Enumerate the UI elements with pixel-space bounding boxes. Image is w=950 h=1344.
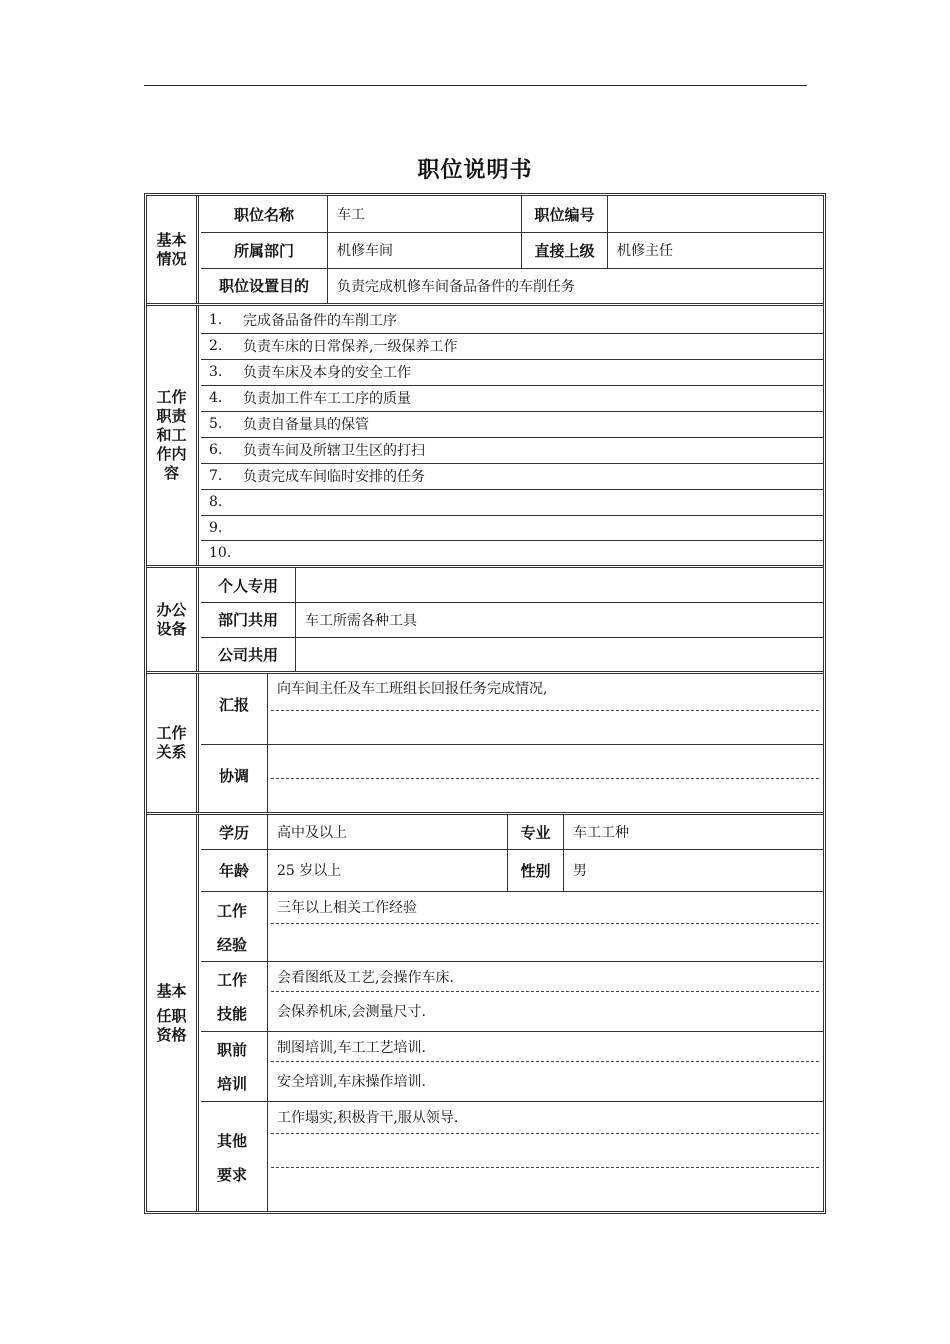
duty-item: 4. 负责加工件车工工序的质量 <box>209 390 411 407</box>
position-code-value <box>608 196 823 232</box>
duty-item: 8. <box>209 494 223 510</box>
skills-value: 会保养机床,会测量尺寸. <box>277 1004 426 1020</box>
skills-label: 技能 <box>217 1005 248 1023</box>
skills-value: 会看图纸及工艺,会操作车床. <box>277 970 454 986</box>
header-rule <box>144 85 807 86</box>
supervisor-value: 机修主任 <box>617 243 673 259</box>
personal-equipment-value <box>296 568 823 602</box>
equipment-section-label: 办公 设备 <box>147 568 199 671</box>
training-value: 安全培训,车床操作培训. <box>277 1074 426 1090</box>
coordinate-label: 协调 <box>219 767 250 785</box>
major-label: 专业 <box>520 823 551 842</box>
gender-value: 男 <box>573 863 587 879</box>
dashed-line <box>271 1061 819 1062</box>
other-requirements-label: 其他 <box>217 1132 248 1150</box>
basic-info-section-label: 基本 情况 <box>147 196 199 303</box>
report-label: 汇报 <box>219 696 250 714</box>
document-title: 职位说明书 <box>417 158 533 183</box>
row-divider <box>201 1101 823 1102</box>
relations-section <box>147 674 823 815</box>
training-value: 制图培训,车工工艺培训. <box>277 1040 426 1056</box>
row-divider <box>201 744 823 745</box>
supervisor-label: 直接上级 <box>534 241 595 260</box>
personal-equipment-label: 个人专用 <box>217 576 278 595</box>
relations-section-label: 工作 关系 <box>147 674 199 812</box>
department-equipment-label: 部门共用 <box>217 611 278 629</box>
purpose-value: 负责完成机修车间备品备件的车削任务 <box>337 278 575 295</box>
duty-item: 3. 负责车床及本身的安全工作 <box>209 364 411 381</box>
duty-item: 7. 负责完成车间临时安排的任务 <box>209 468 425 485</box>
duties-section-label: 工作 职责 和工 作内 容 <box>147 306 199 565</box>
duty-item: 1. 完成备品备件的车削工序 <box>209 311 397 329</box>
position-name-value: 车工 <box>337 207 365 223</box>
report-value: 向车间主任及车工班组长回报任务完成情况, <box>277 681 548 697</box>
dashed-line <box>271 991 819 992</box>
duty-item: 2. 负责车床的日常保养,一级保养工作 <box>209 338 458 355</box>
dashed-line <box>271 923 819 924</box>
experience-label: 经验 <box>217 936 248 954</box>
dashed-line <box>271 1167 819 1168</box>
training-label: 职前 <box>217 1041 248 1059</box>
row-divider <box>201 1031 823 1032</box>
education-label: 学历 <box>218 823 249 842</box>
department-label: 所属部门 <box>233 241 294 260</box>
duties-section <box>147 306 823 568</box>
company-equipment-value <box>296 637 823 671</box>
duty-item: 9. <box>209 519 223 536</box>
training-label: 培训 <box>217 1075 248 1093</box>
major-value: 车工工种 <box>573 825 629 841</box>
position-code-label: 职位编号 <box>534 205 595 224</box>
row-divider <box>201 961 823 962</box>
age-value: 25 岁以上 <box>277 863 342 879</box>
job-description-form <box>144 193 826 1214</box>
purpose-label: 职位设置目的 <box>218 277 309 295</box>
equipment-section <box>147 568 823 674</box>
position-name-label: 职位名称 <box>233 205 294 224</box>
dashed-line <box>271 778 819 779</box>
department-value: 机修车间 <box>337 243 393 259</box>
qualifications-section-label: 基本 任职 资格 <box>147 815 199 1211</box>
qualifications-section <box>147 815 823 1211</box>
skills-label: 工作 <box>217 971 248 989</box>
company-equipment-label: 公司共用 <box>217 645 278 664</box>
experience-label: 工作 <box>217 902 248 920</box>
dashed-line <box>271 1133 819 1134</box>
department-equipment-value: 车工所需各种工具 <box>305 612 417 629</box>
duty-item: 5. 负责自备量具的保管 <box>209 416 369 433</box>
other-requirements-value: 工作塌实,积极肯干,服从领导. <box>277 1110 459 1126</box>
duty-item: 6. 负责车间及所辖卫生区的打扫 <box>209 442 425 459</box>
other-requirements-label: 要求 <box>217 1166 248 1184</box>
gender-label: 性别 <box>520 861 551 880</box>
experience-value: 三年以上相关工作经验 <box>277 900 417 916</box>
duty-item: 10. <box>209 544 232 561</box>
dashed-line <box>271 710 819 711</box>
age-label: 年龄 <box>218 861 249 880</box>
education-value: 高中及以上 <box>277 825 347 841</box>
basic-info-section <box>147 196 823 306</box>
row-divider <box>201 891 823 892</box>
col-divider <box>267 674 268 812</box>
